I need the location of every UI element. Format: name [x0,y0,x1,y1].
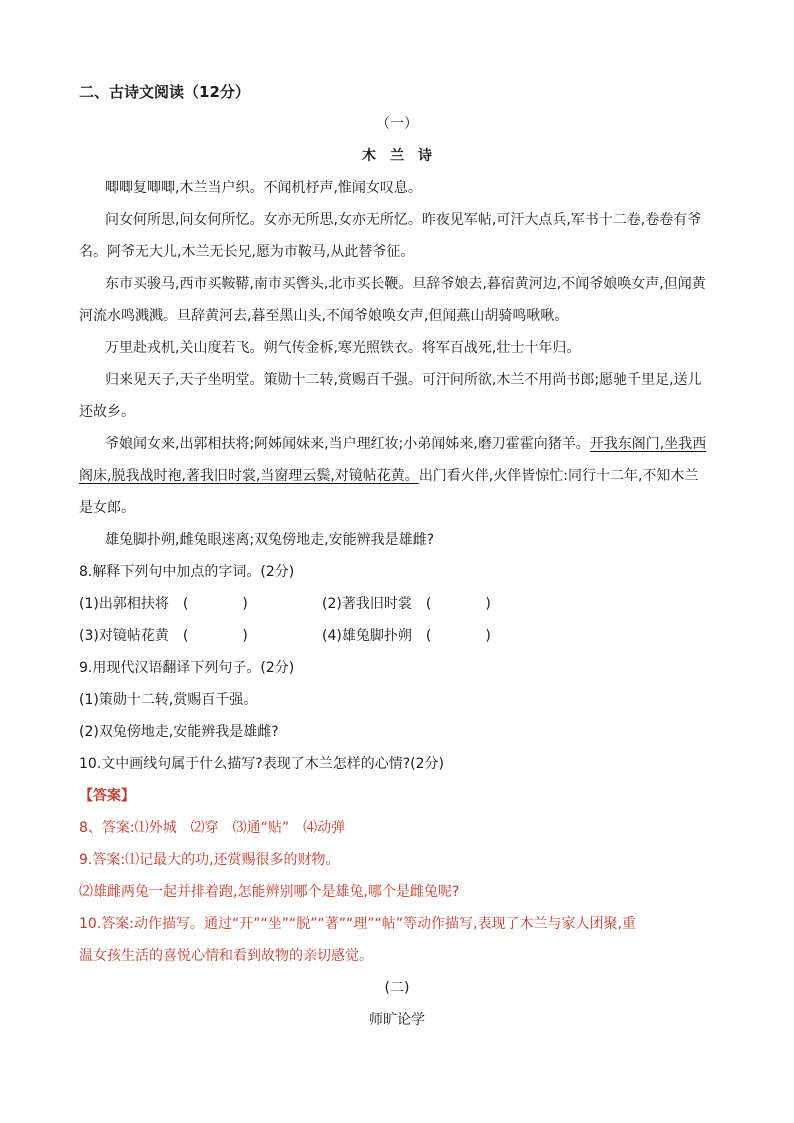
item-text: (3)对镜帖花黄 [79,628,169,644]
answer-blank-open: ( [182,596,189,612]
poem-paragraph-3-line-1: 东市买骏马,西市买鞍鞯,南市买辔头,北市买长鞭。旦辞爷娘去,暮宿黄河边,不闻爷娘唤女声,但闻黄 [105,276,706,292]
question-8-item-4 [322,626,491,646]
part2-title: 师旷论学 [369,1012,425,1028]
part2-label: (二) [384,980,410,996]
poem-paragraph-6-line-1 [105,434,706,454]
answer-blank-open: ( [425,596,432,612]
answer-10-line-2: 温女孩生活的喜悦心情和看到故物的亲切感觉。 [79,948,373,964]
underlined-sentence: 阁床,脱我战时袍,著我旧时裳,当窗理云鬓,对镜帖花黄。 [79,468,419,484]
question-8-item-3 [79,626,248,646]
poem-paragraph-2-line-2: 名。阿爷无大儿,木兰无长兄,愿为市鞍马,从此替爷征。 [79,244,415,260]
poem-paragraph-5-line-1: 归来见天子,天子坐明堂。策勋十二转,赏赐百千强。可汗问所欲,木兰不用尚书郎;愿驰千里足,送儿 [105,372,702,388]
question-10: 10.文中画线句属于什么描写?表现了木兰怎样的心情?(2分) [79,756,444,772]
item-text: (1)出郭相扶将 [79,596,169,612]
item-text: (2)著我旧时裳 [322,596,412,612]
item-text: (4)雄兔脚扑朔 [322,628,412,644]
answer-blank-close: ) [242,596,248,612]
poem-paragraph-5-line-2: 还故乡。 [79,404,135,420]
poem-paragraph-2-line-1: 问女何所思,问女何所忆。女亦无所思,女亦无所忆。昨夜见军帖,可汗大点兵,军书十二卷,卷卷有爷 [105,212,702,228]
answer-10-line-1: 10.答案:动作描写。通过“开”“坐”“脱”“著”“理”“帖”等动作描写,表现了木兰与家人团聚,重 [79,916,636,932]
question-9-item-1: (1)策勋十二转,赏赐百千强。 [79,692,258,708]
answer-blank-open: ( [182,628,189,644]
question-8-item-1 [79,594,248,614]
poem-paragraph-1: 唧唧复唧唧,木兰当户织。不闻机杼声,惟闻女叹息。 [105,180,422,196]
poem-paragraph-6-line-2 [79,466,698,486]
question-8-item-2 [322,594,491,614]
answer-blank-open: ( [425,628,432,644]
poem-text: 出门看火伴,火伴皆惊忙:同行十二年,不知木兰 [418,468,699,484]
answer-9: 9.答案:⑴记最大的功,还赏赐很多的财物。 [79,852,340,868]
poem-text: 爷娘闻女来,出郭相扶将;阿姊闻妹来,当户理红妆;小弟闻姊来,磨刀霍霍向猪羊。 [105,436,590,452]
answer-8: 8、答案:⑴外城 ⑵穿 ⑶通“贴” ⑷动弹 [79,820,346,836]
poem-paragraph-4: 万里赴戎机,关山度若飞。朔气传金柝,寒光照铁衣。将军百战死,壮士十年归。 [105,340,581,356]
answer-blank-close: ) [485,628,491,644]
poem-title: 木 兰 诗 [362,148,432,164]
question-8: 8.解释下列句中加点的字词。(2分) [79,564,295,580]
part1-label: （一） [376,116,418,132]
question-9: 9.用现代汉语翻译下列句子。(2分) [79,660,295,676]
answer-blank-close: ) [242,628,248,644]
answer-blank-close: ) [485,596,491,612]
underlined-sentence: 开我东阁门,坐我西 [589,436,707,452]
poem-paragraph-3-line-2: 河流水鸣溅溅。旦辞黄河去,暮至黑山头,不闻爷娘唤女声,但闻燕山胡骑鸣啾啾。 [79,308,569,324]
answer-heading: 【答案】 [79,788,135,804]
poem-paragraph-6-line-3: 是女郎。 [79,500,135,516]
poem-paragraph-7: 雄兔脚扑朔,雌兔眼迷离;双兔傍地走,安能辨我是雄雌? [105,532,435,548]
answer-9-item-2: ⑵雄雌两兔一起并排着跑,怎能辨别哪个是雄兔,哪个是雌兔呢? [79,884,460,900]
question-9-item-2: (2)双兔傍地走,安能辨我是雄雌? [79,724,279,740]
section-title: 二、古诗文阅读（12分） [79,83,250,101]
